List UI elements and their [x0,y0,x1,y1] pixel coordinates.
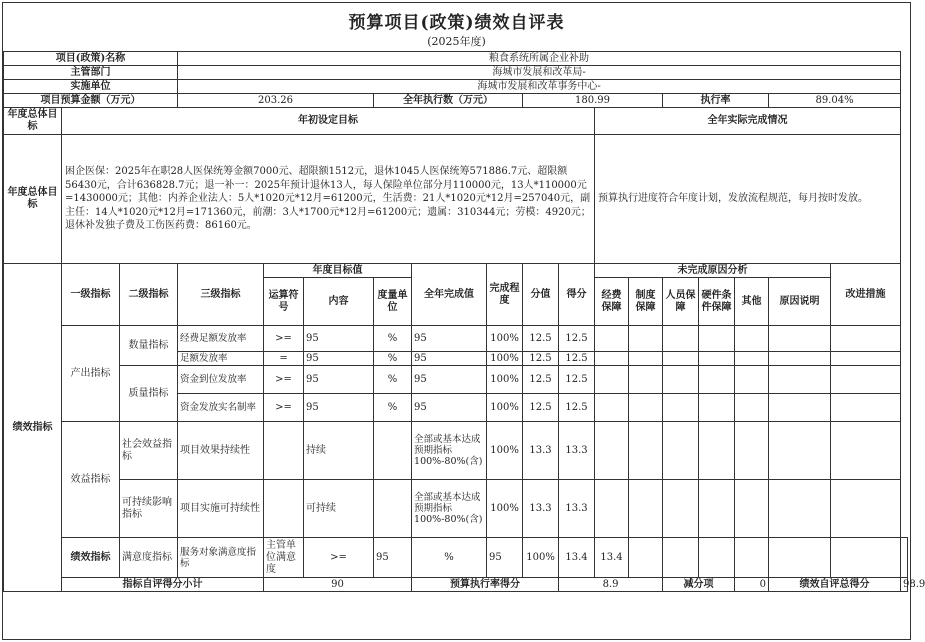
header-operator: 运算符号 [264,278,304,326]
unit-cell: % [412,538,487,578]
info-row-impl [4,80,908,94]
total-label: 绩效自评总得分 [769,578,901,592]
content-cell: 95 [304,394,374,422]
subtotal-label: 指标自评得分小计 [62,578,264,592]
header-reason-group: 未完成原因分析 [595,264,831,278]
exec-score-value: 8.9 [559,578,663,592]
rate-label: 执行率 [663,94,769,108]
info-row-project [4,52,908,66]
score-cell: 13.3 [559,480,595,538]
exec-label: 全年执行数（万元） [374,94,523,108]
exec-score-label: 预算执行率得分 [412,578,559,592]
subtotal-value: 90 [264,578,412,592]
goals-actual-header: 全年实际完成情况 [595,108,901,135]
value-cell: 13.3 [523,480,559,538]
satisfaction-level3: 主管单位满意度 [264,538,304,578]
project-name-label: 项目(政策)名称 [4,52,178,66]
level3-cell: 项目实施可持续性 [178,480,264,538]
goals-row-label: 年度总体目标 [4,135,62,264]
project-name-value: 粮食系统所属企业补助 [178,52,901,66]
header-reason-desc: 原因说明 [769,278,831,326]
page-title: 预算项目(政策)绩效自评表 [348,13,565,33]
content-cell: 95 [304,366,374,394]
evaluation-form [2,2,925,640]
header-level2: 二级指标 [120,264,178,326]
indicator-header-row-1 [4,264,908,278]
actual-cell: 95 [412,326,487,352]
table-row [4,480,908,538]
total-value: 98.9 [901,578,908,592]
value-cell: 13.3 [523,422,559,480]
operator-cell: >= [264,366,304,394]
actual-cell: 95 [412,366,487,394]
value-cell: 13.4 [559,538,595,578]
impl-value: 海城市发展和改革事务中心- [178,80,901,94]
level3-cell: 项目效果持续性 [178,422,264,480]
unit-cell: % [374,366,412,394]
header-score-value: 分值 [523,264,559,326]
unit-cell [374,480,412,538]
operator-cell: >= [264,326,304,352]
output-label: 产出指标 [62,326,120,422]
header-hardware: 硬件条件保障 [699,278,735,326]
completion-cell: 100% [487,422,523,480]
exec-value: 180.99 [523,94,663,108]
header-completion: 完成程度 [487,264,523,326]
header-improve: 改进措施 [831,264,901,326]
score-cell: 12.5 [559,366,595,394]
level2-cell: 可持续影响指标 [120,480,178,538]
table-row [4,366,908,394]
header-annual-value: 全年完成值 [412,264,487,326]
goals-row-label-top: 年度总体目标 [4,108,62,135]
unit-cell: % [374,394,412,422]
content-cell: 95 [304,352,374,366]
satisfaction-level1: 满意度指标 [120,538,178,578]
completion-cell: 100% [487,352,523,366]
quality-label: 质量指标 [120,366,178,422]
info-row-budget [4,94,908,108]
score-cell: 12.5 [559,394,595,422]
impl-label: 实施单位 [4,80,178,94]
level3-cell: 资金发放实名制率 [178,394,264,422]
level3-cell: 经费足额发放率 [178,326,264,352]
budget-label: 项目预算金额（万元） [4,94,178,108]
level2-cell: 社会效益指标 [120,422,178,480]
actual-cell: 全部或基本达成预期指标100%-80%(含) [412,422,487,480]
header-level1: 一级指标 [62,264,120,326]
dept-value: 海城市发展和改革局- [178,66,901,80]
level3-cell: 足额发放率 [178,352,264,366]
goals-initial-header: 年初设定目标 [62,108,595,135]
satisfaction-section-label: 绩效指标 [62,538,120,578]
value-cell: 12.5 [523,366,559,394]
operator-cell: = [264,352,304,366]
header-system: 制度保障 [629,278,663,326]
evaluation-table [3,51,925,592]
goals-actual-text: 预算执行进度符合年度计划，发放流程规范，每月按时发放。 [595,135,901,264]
header-score: 得分 [559,264,595,326]
completion-cell: 100% [487,394,523,422]
score-cell: 12.5 [559,326,595,352]
score-cell: 13.4 [595,538,629,578]
header-other: 其他 [735,278,769,326]
dept-label: 主管部门 [4,66,178,80]
completion-cell: 100% [487,326,523,352]
year-subtitle: (2025年度) [427,35,486,48]
content-cell: 95 [374,538,412,578]
value-cell: 12.5 [523,352,559,366]
benefit-label: 效益指标 [62,422,120,538]
satisfaction-level2: 服务对象满意度指标 [178,538,264,578]
completion-cell: 100% [487,480,523,538]
quantity-label: 数量指标 [120,326,178,366]
level3-cell: 资金到位发放率 [178,366,264,394]
unit-cell: % [374,326,412,352]
content-cell: 持续 [304,422,374,480]
value-cell: 12.5 [523,326,559,352]
score-cell: 13.3 [559,422,595,480]
operator-cell: >= [304,538,374,578]
actual-cell: 95 [412,352,487,366]
completion-cell: 100% [523,538,559,578]
content-cell: 可持续 [304,480,374,538]
deduct-value: 0 [735,578,769,592]
unit-cell [374,422,412,480]
header-unit: 度量单位 [374,278,412,326]
goals-initial-text: 困企医保：2025年在职28人医保统筹金额7000元、超限额1512元，退休1045人医保统筹571886.7元、超限额56430元，合计636828.7元；退一补一：2025年预计退休13人，每人保险单位部分月110000元，13人*110000元=1430000元；其他：内养企业法人：5人*1020元*12月=61200元，生活费：21人*1020元*12月=257040元，副主任：14人*1020元*12月=171360元，前潮：3人*1700元*12月=61200元；遗属：310344元；劳模：4920元；退休补发独子费及工伤医药费：86160元。 [62,135,595,264]
operator-cell [264,480,304,538]
indicators-section-label: 绩效指标 [4,264,62,592]
table-row [4,538,908,578]
rate-value: 89.04% [769,94,901,108]
budget-value: 203.26 [178,94,374,108]
goals-content-row [4,135,908,264]
operator-cell: >= [264,394,304,422]
header-target-group: 年度目标值 [264,264,412,278]
header-funding: 经费保障 [595,278,629,326]
footer-row [4,578,908,592]
header-level3: 三级指标 [178,264,264,326]
value-cell: 12.5 [523,394,559,422]
table-row [4,326,908,352]
header-content: 内容 [304,278,374,326]
completion-cell: 100% [487,366,523,394]
header-staff: 人员保障 [663,278,699,326]
actual-cell: 95 [487,538,523,578]
actual-cell: 95 [412,394,487,422]
actual-cell: 全部或基本达成预期指标100%-80%(含) [412,480,487,538]
info-row-dept [4,66,908,80]
goals-header-row [4,108,908,135]
table-row [4,422,908,480]
deduct-label: 减分项 [663,578,735,592]
score-cell: 12.5 [559,352,595,366]
unit-cell: % [374,352,412,366]
content-cell: 95 [304,326,374,352]
operator-cell [264,422,304,480]
